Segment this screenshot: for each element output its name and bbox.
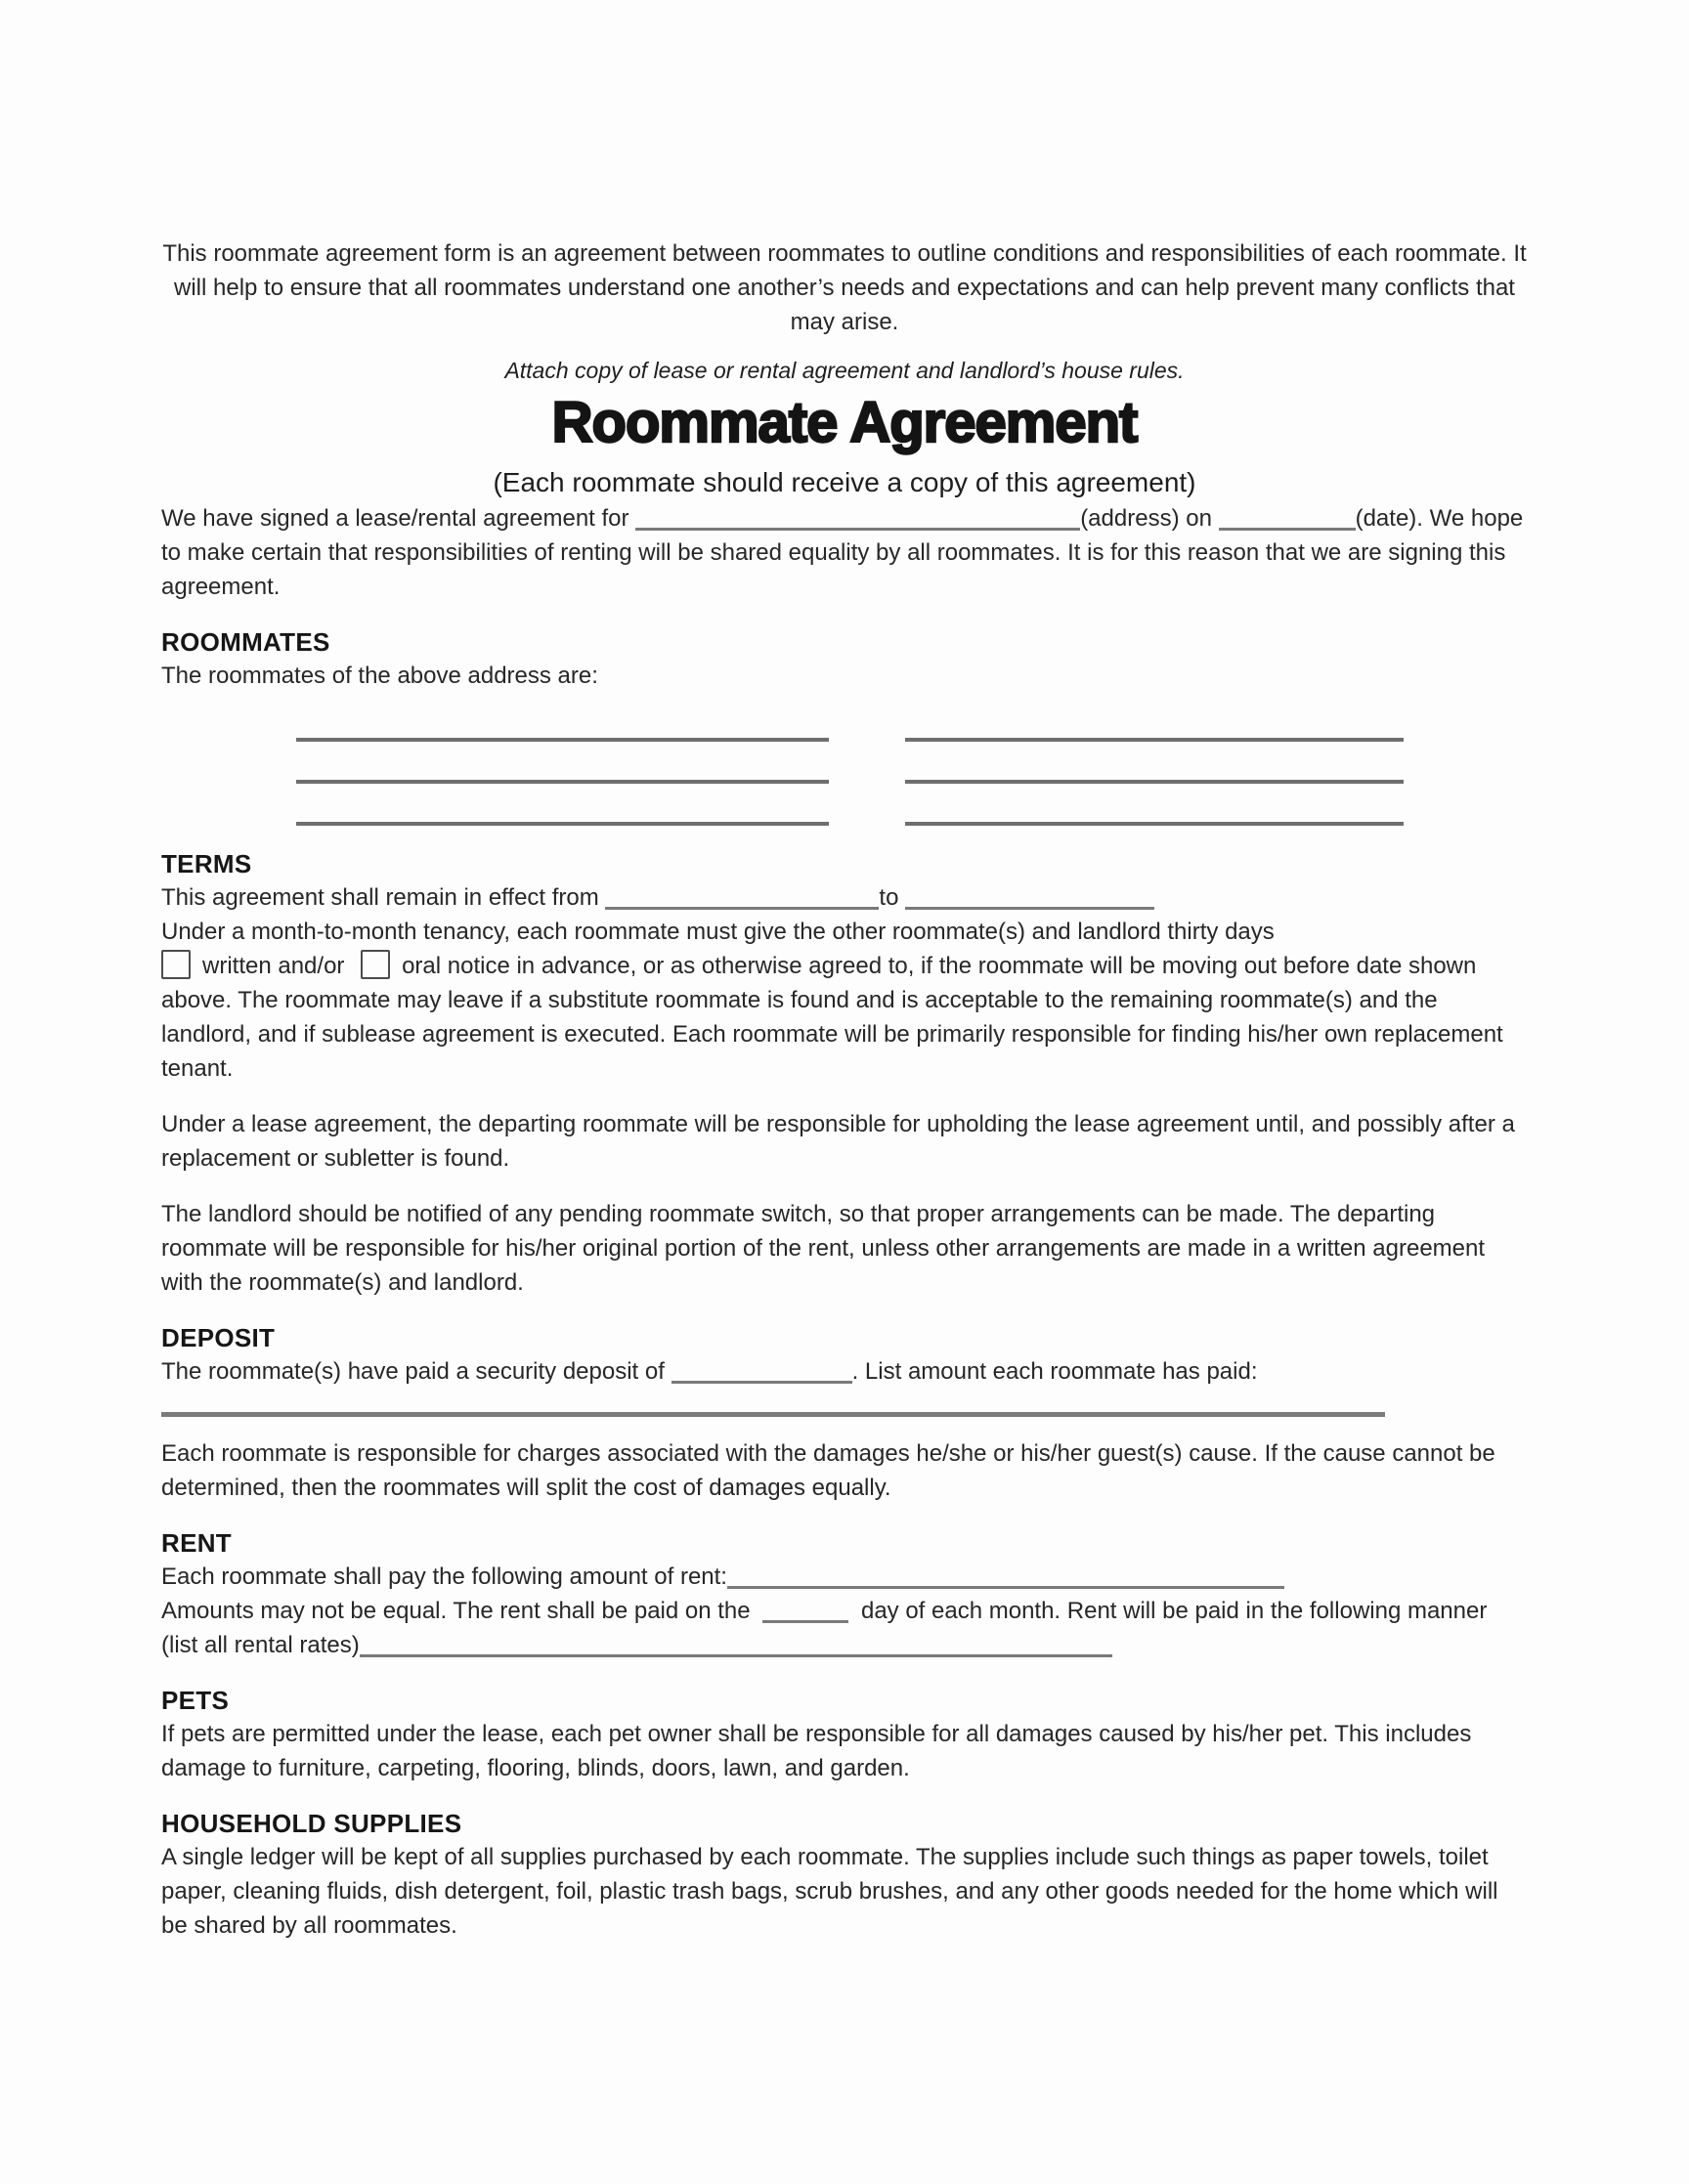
rent-heading: RENT	[161, 1528, 232, 1558]
deposit-amounts-blank-line	[161, 1412, 1385, 1417]
rent-amount-lead: Each roommate shall pay the following amount of rent:	[161, 1563, 727, 1590]
terms-lease-paragraph: Under a lease agreement, the departing roommate will be responsible for upholding the lease agreement until, and possibly after a replacement or subletter is found.	[161, 1111, 1515, 1172]
terms-duration-to: to	[879, 884, 899, 911]
deposit-amount-blank	[671, 1357, 852, 1384]
household-supplies-heading: HOUSEHOLD SUPPLIES	[161, 1809, 462, 1838]
deposit-paragraph: Each roommate is responsible for charges associated with the damages he/she or his/her guest(s) cause. If the cause cannot be determined, then the roommates will split the cost of damages equally.	[161, 1440, 1495, 1501]
opening-lead: We have signed a lease/rental agreement for	[161, 505, 629, 532]
opening-paragraph	[161, 501, 1528, 604]
roommates-heading: ROOMMATES	[161, 627, 330, 657]
date-blank	[1219, 504, 1356, 531]
deposit-lead: The roommate(s) have paid a security deposit of	[161, 1358, 665, 1385]
rent-schedule-mid: day of each month. Rent will be paid in the following manner (list all rental rates)	[161, 1598, 1488, 1658]
address-label: (address) on	[1080, 505, 1212, 532]
roommate-name-line	[905, 756, 1404, 784]
pets-heading: PETS	[161, 1686, 230, 1715]
rent-day-blank	[762, 1597, 848, 1623]
terms-notice-line	[161, 949, 1528, 1086]
roommates-intro: The roommates of the above address are:	[161, 663, 598, 689]
address-blank	[635, 504, 1080, 531]
written-notice-checkbox	[161, 950, 191, 979]
term-start-blank	[605, 883, 879, 910]
deposit-line	[161, 1354, 1528, 1389]
roommate-name-lines	[296, 714, 1528, 826]
terms-landlord-paragraph: The landlord should be notified of any pending roommate switch, so that proper arrangements can be made. The departing roommate will be responsible for his/her original portion of the rent, unless other arrangements are made in a written agreement with the roommate(s) and landlord.	[161, 1201, 1486, 1296]
roommate-name-line	[296, 714, 829, 742]
roommate-name-line	[296, 798, 829, 826]
rent-amount-line	[161, 1560, 1528, 1594]
attach-note: Attach copy of lease or rental agreement and landlord’s house rules.	[504, 358, 1185, 383]
rent-schedule-line	[161, 1594, 1528, 1662]
oral-notice-checkbox	[361, 950, 390, 979]
rent-schedule-lead: Amounts may not be equal. The rent shall be paid on the	[161, 1598, 751, 1624]
roommate-name-line	[296, 756, 829, 784]
document-title: Roommate Agreement	[551, 391, 1138, 454]
terms-notice-lead: Under a month-to-month tenancy, each roommate must give the other roommate(s) and landlord thirty days	[161, 919, 1275, 945]
date-label: (date).	[1355, 505, 1423, 532]
pets-paragraph: If pets are permitted under the lease, each pet owner shall be responsible for all damages caused by his/her pet. This includes damage to furniture, carpeting, flooring, blinds, doors, lawn, and garden.	[161, 1721, 1472, 1781]
terms-heading: TERMS	[161, 849, 252, 878]
roommate-name-line	[905, 714, 1404, 742]
term-end-blank	[905, 883, 1154, 910]
rent-manner-blank	[360, 1631, 1112, 1657]
terms-duration-line	[161, 880, 1528, 915]
oral-notice-label: oral notice in advance, or as otherwise agreed to, if the roommate will be moving out before date shown above. The roommate may leave if a substitute roommate is found and is acceptable to the remaining roommate(s) and the landlord, and if sublease agreement is executed. Each roommate will be primarily responsible for finding his/her own replacement tenant.	[161, 953, 1503, 1082]
roommate-name-line	[905, 798, 1404, 826]
opening-body: We hope to make certain that responsibilities of renting will be shared equality by all roommates. It is for this reason that we are signing this agreement.	[161, 505, 1524, 600]
terms-duration-lead: This agreement shall remain in effect from	[161, 884, 599, 911]
rent-amount-blank	[727, 1563, 1284, 1589]
document-subtitle: (Each roommate should receive a copy of this agreement)	[493, 467, 1196, 497]
deposit-heading: DEPOSIT	[161, 1323, 276, 1352]
written-notice-label: written and/or	[202, 953, 345, 979]
deposit-tail: . List amount each roommate has paid:	[851, 1358, 1258, 1385]
household-supplies-paragraph: A single ledger will be kept of all supplies purchased by each roommate. The supplies include such things as paper towels, toilet paper, cleaning fluids, dish detergent, foil, plastic trash bags, scrub brushes, and any other goods needed for the home which will be shared by all roommates.	[161, 1844, 1498, 1939]
intro-paragraph: This roommate agreement form is an agreement between roommates to outline conditions and responsibilities of each roommate. It will help to ensure that all roommates understand one another’s needs and expectations and can help prevent many conflicts that may arise.	[162, 240, 1527, 335]
